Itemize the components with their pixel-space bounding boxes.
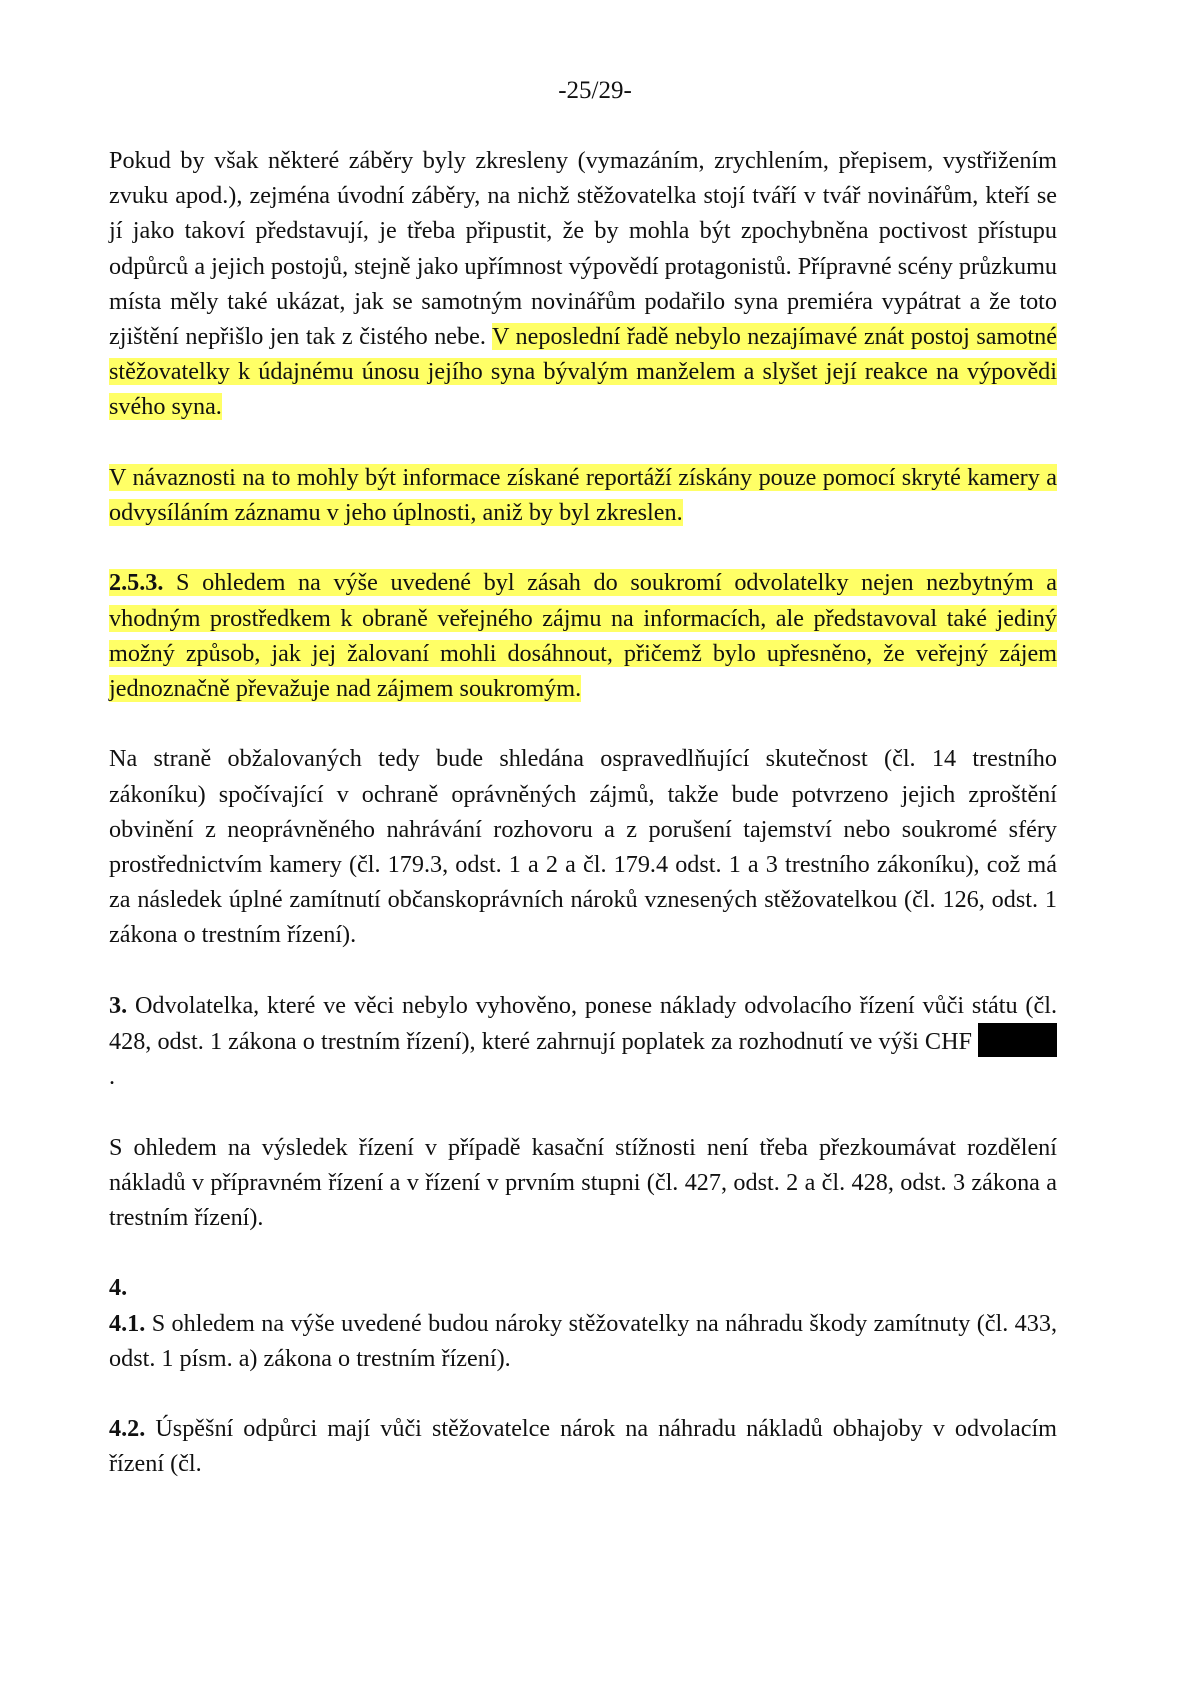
redacted-amount: [978, 1023, 1057, 1057]
section-number: 4.2.: [109, 1415, 146, 1443]
paragraph-2-5-3: [109, 565, 1057, 706]
paragraph-justification: [109, 741, 1057, 952]
paragraph-cost-allocation: [109, 1130, 1057, 1236]
section-number: 4.: [109, 1274, 128, 1302]
highlighted-text: V návaznosti na to mohly být informace získané reportáží získány pouze pomocí skryté kamery a odvysíláním záznamu v jeho úplnosti, aniž by byl zkreslen.: [109, 463, 1057, 527]
highlighted-text: V neposlední řadě nebylo nezajímavé znát postoj samotné stěžovatelky k údajnému únosu jejího syna bývalým manželem a slyšet její reakce na výpovědi svého syna.: [109, 323, 1057, 421]
paragraph-text: Na straně obžalovaných tedy bude shledána ospravedlňující skutečnost (čl. 14 trestního zákoníku) spočívající v ochraně oprávněných zájmů, takže bude potvrzeno jejich zproštění obvinění z neoprávněného nahrávání rozhovoru a z porušení tajemství nebo soukromé sféry prostřednictvím kamery (čl. 179.3, odst. 1 a 2 a čl. 179.4 odst. 1 a 3 trestního zákoníku), což má za následek úplné zamítnutí občanskoprávních nároků vznesených stěžovatelkou (čl. 126, odst. 1 zákona o trestním řízení).: [109, 745, 1057, 949]
highlighted-text: [109, 569, 1057, 702]
section-text: S ohledem na výše uvedené byl zásah do soukromí odvolatelky nejen nezbytným a vhodným prostředkem k obraně veřejného zájmu na informacích, ale představoval také jediný možný způsob, jak jej žalovaní mohli dosáhnout, přičemž bylo upřesněno, že veřejný zájem jednoznačně převažuje nad zájmem soukromým.: [109, 569, 1057, 703]
document-body: [109, 143, 1057, 1517]
section-number: 4.1.: [109, 1309, 146, 1337]
paragraph-text: Pokud by však některé záběry byly zkresleny (vymazáním, zrychlením, přepisem, vystřižením zvuku apod.), zejména úvodní záběry, na nichž stěžovatelka stojí tváří v tvář novinářům, kteří se jí jako takoví představují, je třeba připustit, že by mohla být zpochybněna poctivost přístupu odpůrců a jejich postojů, stejně jako upřímnost výpovědí protagonistů. Přípravné scény průzkumu místa měly také ukázat, jak se samotným novinářům podařilo syna premiéra vypátrat a že toto zjištění nepřišlo jen tak z čistého nebe.: [109, 147, 1057, 351]
paragraph-hidden-camera-footage: [109, 143, 1057, 425]
paragraph-text: S ohledem na výsledek řízení v případě kasační stížnosti není třeba přezkoumávat rozdělení nákladů v přípravném řízení a v řízení v prvním stupni (čl. 427, odst. 2 a čl. 428, odst. 3 zákona a trestním řízení).: [109, 1133, 1057, 1232]
section-heading-4: [109, 1270, 1057, 1305]
paragraph-4-1: [109, 1306, 1057, 1376]
paragraph-3-costs: [109, 988, 1057, 1095]
section-number: 2.5.3.: [109, 569, 164, 597]
paragraph-hidden-camera-necessity: [109, 460, 1057, 530]
sentence-end: .: [109, 1063, 116, 1091]
paragraph-4-2: [109, 1411, 1057, 1481]
section-text: Úspěšní odpůrci mají vůči stěžovatelce nárok na náhradu nákladů obhajoby v odvolacím řízení (čl.: [109, 1415, 1057, 1478]
section-text: S ohledem na výše uvedené budou nároky stěžovatelky na náhradu škody zamítnuty (čl. 433, odst. 1 písm. a) zákona o trestním řízení).: [109, 1309, 1058, 1372]
section-text: Odvolatelka, které ve věci nebylo vyhověno, ponese náklady odvolacího řízení vůči státu (čl. 428, odst. 1 zákona o trestním řízení), které zahrnují poplatek za rozhodnutí ve výši CHF: [109, 991, 1057, 1056]
page-number: -25/29-: [558, 77, 632, 104]
section-number: 3.: [109, 991, 128, 1019]
